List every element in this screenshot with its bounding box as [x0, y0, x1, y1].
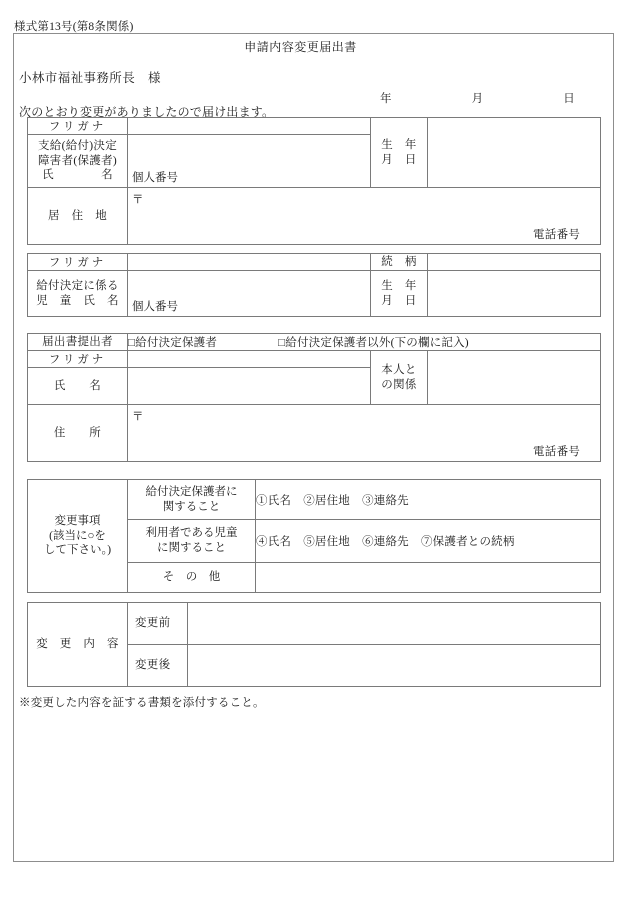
change-category-guardian-label: 給付決定保護者に 関すること	[128, 480, 256, 520]
recipient-residence-label: 居 住 地	[28, 188, 128, 245]
change-category-child-items[interactable]	[256, 520, 601, 563]
recipient-phone-label: 電話番号	[533, 229, 581, 241]
date-month-label: 月	[471, 93, 484, 105]
item-option[interactable]: ⑥連絡先	[362, 536, 409, 548]
change-content-header: 変 更 内 容	[28, 603, 128, 687]
child-furigana-field[interactable]	[128, 254, 371, 271]
item-option[interactable]: ③連絡先	[362, 494, 409, 507]
submitter-relation-label: 本人と の関係	[371, 351, 428, 405]
change-content-table	[27, 602, 601, 687]
submitter-name-field[interactable]	[128, 368, 371, 405]
submitter-table	[27, 333, 601, 462]
child-table	[27, 253, 601, 317]
child-name-field[interactable]	[128, 271, 371, 317]
child-relation-label: 続 柄	[371, 254, 428, 271]
item-option[interactable]: ①氏名	[256, 494, 292, 507]
recipient-birth-field[interactable]	[428, 118, 601, 188]
change-after-field[interactable]	[188, 645, 601, 687]
checkbox-option-giver[interactable]: □給付決定保護者	[128, 337, 218, 349]
submitter-address-field[interactable]	[128, 405, 601, 462]
item-option[interactable]: ④氏名	[256, 536, 292, 548]
change-after-label: 変更後	[128, 645, 188, 687]
recipient-birth-label: 生 年 月 日	[371, 118, 428, 188]
recipient-table	[27, 117, 601, 245]
postal-code-icon-submitter: 〒	[132, 411, 144, 423]
item-option[interactable]: ⑤居住地	[303, 536, 350, 548]
footnote: ※変更した内容を証する書類を添付すること。	[19, 697, 265, 709]
recipient-name-field[interactable]	[128, 135, 371, 188]
recipient-furigana-label: フリガナ	[28, 118, 128, 135]
recipient-residence-field[interactable]	[128, 188, 601, 245]
child-birth-label: 生 年 月 日	[371, 271, 428, 317]
submitter-furigana-field[interactable]	[128, 351, 371, 368]
child-name-label: 給付決定に係る 児 童 氏 名	[28, 271, 128, 317]
change-items-table	[27, 479, 601, 593]
recipient-personal-number-label: 個人番号	[132, 172, 178, 184]
change-items-header: 変更事項 (該当に○を して下さい。)	[28, 480, 128, 593]
submitter-furigana-label: フリガナ	[28, 351, 128, 368]
item-option[interactable]: ⑦保護者との続柄	[420, 536, 515, 548]
change-category-other-items[interactable]	[256, 563, 601, 593]
postal-code-icon: 〒	[132, 194, 144, 206]
submitter-checkbox-row	[128, 334, 601, 351]
submitter-phone-label: 電話番号	[533, 446, 581, 458]
submitter-header-label: 届出書提出者	[28, 334, 128, 351]
submitter-relation-field[interactable]	[428, 351, 601, 405]
change-category-guardian-items[interactable]	[256, 480, 601, 520]
change-category-child-label: 利用者である児童 に関すること	[128, 520, 256, 563]
page-title: 申請内容変更届出書	[244, 40, 357, 54]
submitter-address-label: 住 所	[28, 405, 128, 462]
date-year-label: 年	[380, 93, 392, 105]
submitter-name-label: 氏 名	[28, 368, 128, 405]
child-birth-field[interactable]	[428, 271, 601, 317]
checkbox-option-other[interactable]: □給付決定保護者以外(下の欄に記入)	[278, 337, 469, 349]
date-day-label: 日	[563, 93, 575, 105]
change-before-field[interactable]	[188, 603, 601, 645]
intro-sentence: 次のとおり変更がありましたので届け出ます。	[19, 105, 275, 119]
addressee-line: 小林市福祉事務所長 様	[19, 71, 161, 85]
child-personal-number-label: 個人番号	[132, 301, 178, 313]
change-before-label: 変更前	[128, 603, 188, 645]
recipient-furigana-field[interactable]	[128, 118, 371, 135]
child-furigana-label: フリガナ	[28, 254, 128, 271]
recipient-name-label: 支給(給付)決定 障害者(保護者) 氏 名	[28, 135, 128, 188]
form-number: 様式第13号(第8条関係)	[14, 21, 134, 33]
date-line	[380, 90, 575, 106]
item-option[interactable]: ②居住地	[303, 494, 350, 507]
child-relation-field[interactable]	[428, 254, 601, 271]
change-category-other-label: そ の 他	[128, 563, 256, 593]
